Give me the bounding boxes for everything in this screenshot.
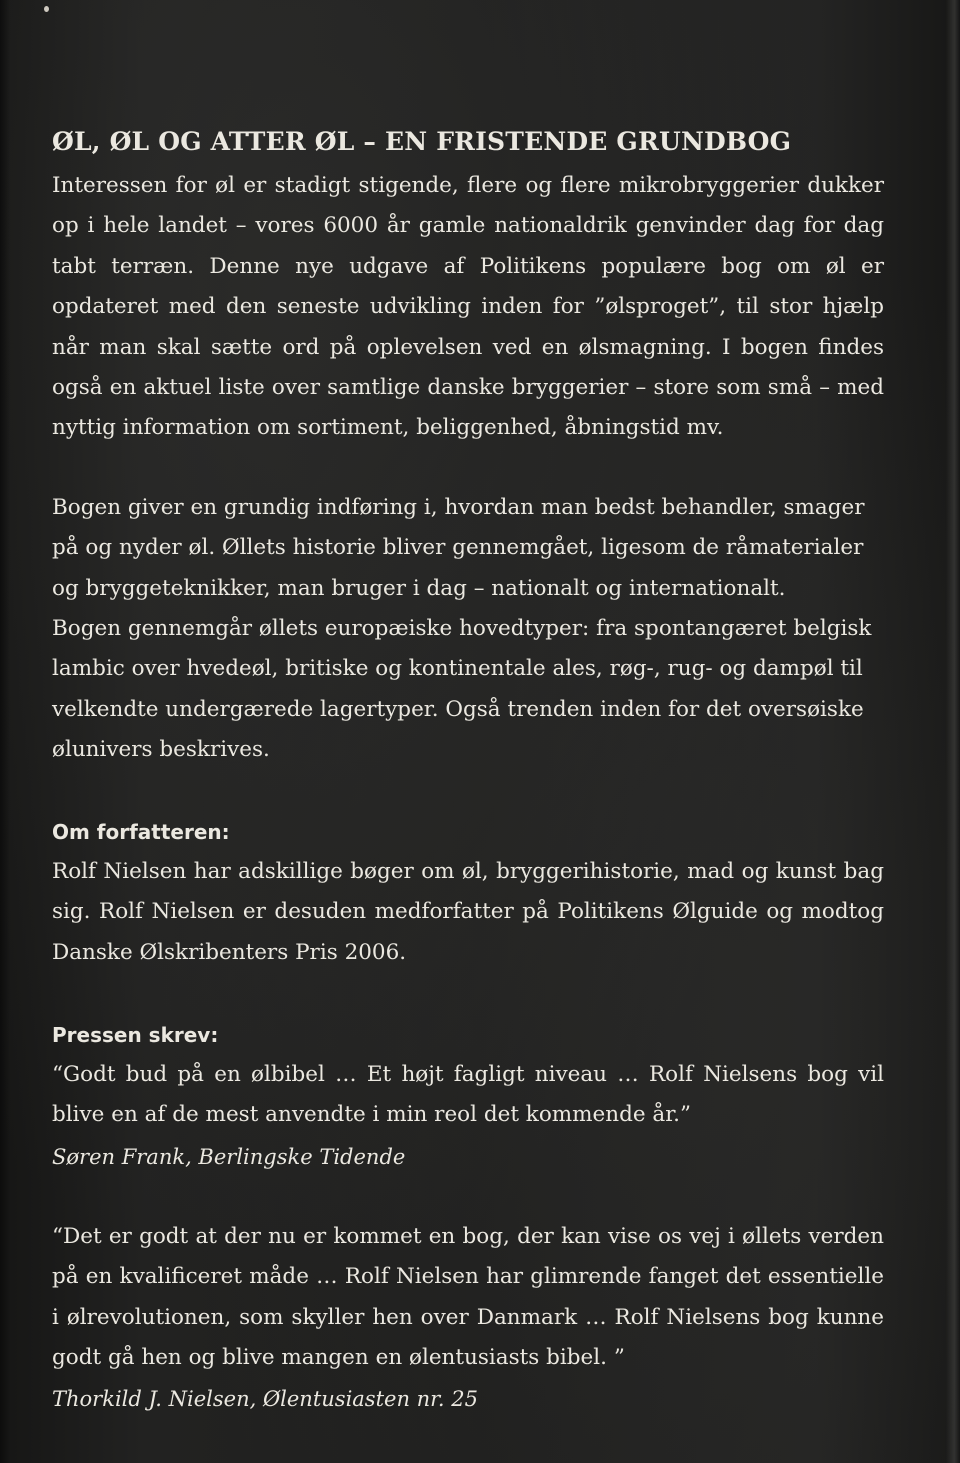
- content-paragraph-2: Bogen gennemgår øllets europæiske hovedtyper: fra spontangæret belgisk lambic over hvedeøl, britiske og kontinentale ales, røg-, rug- og dampøl til velkendte undergærede lagertyper. Også trenden inden for det oversøiske ølunivers beskrives.: [52, 616, 872, 763]
- press-quote-2-source: Thorkild J. Nielsen, Ølentusiasten nr. 25: [52, 1387, 478, 1411]
- cover-heading: ØL, ØL OG ATTER ØL – EN FRISTENDE GRUNDBOG: [52, 127, 792, 156]
- content-paragraph-1: Bogen giver en grundig indføring i, hvordan man bedst behandler, smager på og nyder øl. Øllets historie bliver gennemgået, ligesom de råmaterialer og bryggeteknikker, man bruger i dag – nationalt og internationalt.: [52, 495, 865, 601]
- cover-speck: [44, 6, 49, 12]
- author-heading: Om forfatteren:: [52, 820, 230, 844]
- press-quote-1: “Godt bud på en ølbibel … Et højt fagligt niveau … Rolf Nielsens bog vil blive en af de mest anvendte i min reol det kommende år.”: [52, 1062, 884, 1128]
- intro-paragraph: Interessen for øl er stadigt stigende, flere og flere mikrobryggerier dukker op i hele landet – vores 6000 år gamle nationaldrik genvinder dag for dag tabt terræn. Denne nye udgave af Politikens populære bog om øl er opdateret med den seneste udvikling inden for ”ølsproget”, til stor hjælp når man skal sætte ord på oplevelsen ved en ølsmagning. I bogen findes også en aktuel liste over samtlige danske bryggerier – store som små – med nyttig information om sortiment, beliggenhed, åbningstid mv.: [52, 173, 884, 441]
- press-quote-2: “Det er godt at der nu er kommet en bog, der kan vise os vej i øllets verden på en kvalificeret måde … Rolf Nielsen har glimrende fanget det essentielle i ølrevolutionen, som skyller hen over Danmark … Rolf Nielsens bog kunne godt gå hen og blive mangen en ølentusiasts bibel. ”: [52, 1224, 884, 1371]
- spine-shadow: [0, 0, 10, 1463]
- page-edge: [946, 0, 960, 1463]
- author-text: Rolf Nielsen har adskillige bøger om øl, bryggerihistorie, mad og kunst bag sig. Rolf Nielsen er desuden medforfatter på Politikens Ølguide og modtog Danske Ølskribenters Pris 2006.: [52, 859, 884, 965]
- press-heading: Pressen skrev:: [52, 1023, 219, 1047]
- press-quote-1-source: Søren Frank, Berlingske Tidende: [52, 1145, 406, 1169]
